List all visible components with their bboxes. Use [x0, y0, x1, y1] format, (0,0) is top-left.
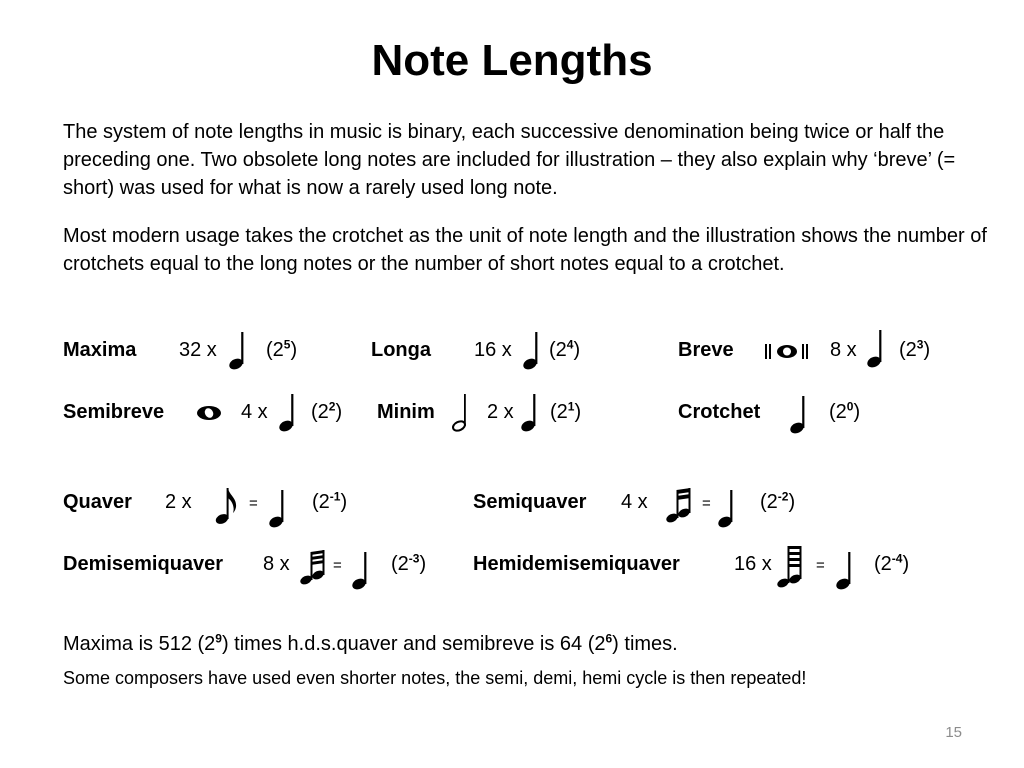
note-name: Semiquaver — [473, 491, 587, 513]
crotchet-icon — [351, 550, 375, 590]
note-name: Semibreve — [63, 401, 165, 423]
crotchet-icon — [717, 488, 741, 528]
note-name: Crotchet — [678, 401, 761, 423]
quaver-icon — [214, 486, 240, 526]
note-multiplier: 32 x — [179, 339, 217, 361]
note-multiplier: 16 x — [474, 339, 512, 361]
equals-sign: = — [333, 557, 342, 574]
note-multiplier: 8 x — [263, 553, 290, 575]
note-multiplier: 4 x — [241, 401, 268, 423]
note-name: Maxima — [63, 339, 137, 361]
note-power: $(2^{-3})$ — [391, 551, 427, 575]
breve-icon — [764, 341, 810, 361]
crotchet-icon — [268, 488, 292, 528]
minim-icon — [451, 392, 475, 432]
note-multiplier: 2 x — [165, 491, 192, 513]
equals-sign: = — [702, 495, 711, 512]
note-power: $(2^{-2})$ — [760, 489, 796, 513]
note-multiplier: 4 x — [621, 491, 648, 513]
note-name: Breve — [678, 339, 734, 361]
note-multiplier: 16 x — [734, 553, 772, 575]
note-name: Demisemiquaver — [63, 553, 224, 575]
crotchet-icon — [835, 550, 859, 590]
note-name: Longa — [371, 339, 431, 361]
note-multiplier: 2 x — [487, 401, 514, 423]
crotchet-icon — [866, 328, 890, 368]
crotchet-icon — [522, 330, 546, 370]
note-power: $(2^5)$ — [266, 337, 298, 361]
note-power: $(2^3)$ — [899, 337, 931, 361]
crotchet-icon — [520, 392, 544, 432]
summary-line: Maxima is 512 $(2^9)$ times h.d.s.quaver and semibreve is 64 $(2^6)$ times. — [63, 631, 678, 655]
page-number: 15 — [945, 724, 962, 741]
note-power: $(2^4)$ — [549, 337, 581, 361]
semibreve-icon — [196, 405, 222, 421]
note-name: Minim — [377, 401, 435, 423]
crotchet-icon — [789, 394, 813, 434]
note-name: Hemidemisemiquaver — [473, 553, 680, 575]
note-power: $(2^{-4})$ — [874, 551, 910, 575]
note-power: $(2^{-1})$ — [312, 489, 348, 513]
note-name: Quaver — [63, 491, 132, 513]
note-power: $(2^1)$ — [550, 399, 582, 423]
note-power: $(2^0)$ — [829, 399, 861, 423]
note-multiplier: 8 x — [830, 339, 857, 361]
semiquaver-icon — [664, 486, 694, 526]
crotchet-icon — [278, 392, 302, 432]
slide-title: Note Lengths — [371, 36, 653, 85]
demisemiquaver-icon — [298, 548, 328, 588]
usage-paragraph: Most modern usage takes the crotchet as the unit of note length and the illustration shows the number of crotchets equal to the long notes or the number of short notes equal to a crotchet. — [63, 225, 987, 275]
hemidemisemiquaver-icon — [776, 544, 806, 590]
crotchet-icon — [228, 330, 252, 370]
equals-sign: = — [816, 557, 825, 574]
equals-sign: = — [249, 495, 258, 512]
note-power: $(2^2)$ — [311, 399, 343, 423]
footnote: Some composers have used even shorter notes, the semi, demi, hemi cycle is then repeated! — [63, 668, 807, 688]
intro-paragraph: The system of note lengths in music is binary, each successive denomination being twice or half the preceding one. Two obsolete long notes are included for illustration – they also explain why ‘breve’ (= short) was used for what is now a rarely used long note. — [63, 121, 956, 199]
